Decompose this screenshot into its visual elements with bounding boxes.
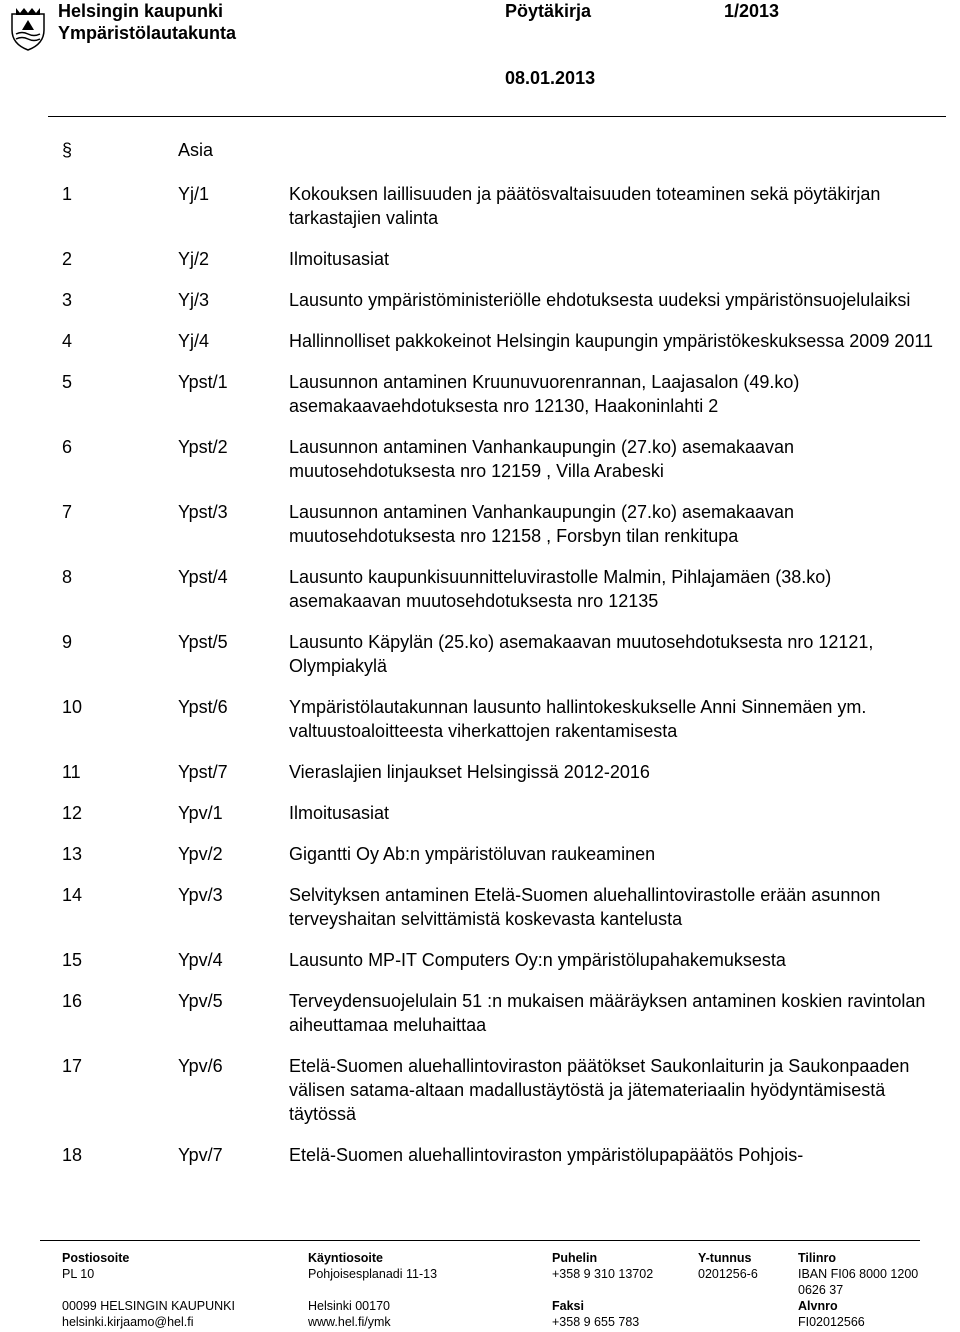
agenda-item-number: 14 xyxy=(62,885,83,905)
footer-divider xyxy=(40,1240,920,1241)
agenda-item xyxy=(0,842,960,866)
agenda-item-code: Ypv/2 xyxy=(178,844,223,864)
header-doc-number: 1/2013 xyxy=(724,1,780,21)
footer-line: FI02012566 xyxy=(798,1315,865,1329)
agenda-item-title[interactable]: Etelä-Suomen aluehallintoviraston ympäristölupapäätös Pohjois- xyxy=(289,1145,804,1165)
footer-line: IBAN FI06 8000 1200 xyxy=(798,1267,919,1281)
footer-line: Helsinki 00170 xyxy=(308,1299,390,1313)
agenda-item xyxy=(0,288,960,312)
agenda-item-number: 6 xyxy=(62,437,73,457)
agenda-item-title[interactable]: Lausunnon antaminen Vanhankaupungin (27.ko) asemakaavan muutosehdotuksesta nro 12159 , Villa Arabeski xyxy=(289,437,795,481)
footer-label: Alvnro xyxy=(798,1299,838,1313)
agenda-item-title[interactable]: Terveydensuojelulain 51 :n mukaisen määräyksen antaminen koskien ravintolan aiheuttamaa meluhaittaa xyxy=(289,991,926,1035)
agenda-item-title[interactable]: Kokouksen laillisuuden ja päätösvaltaisuuden toteaminen sekä pöytäkirjan tarkastajien valinta xyxy=(289,184,881,228)
agenda-item-number: 1 xyxy=(62,184,73,204)
header-city: Helsingin kaupunki xyxy=(58,1,224,21)
agenda-item-number: 5 xyxy=(62,372,73,392)
helsinki-crest-logo xyxy=(8,4,48,52)
agenda-item xyxy=(0,883,960,931)
section-sign: § xyxy=(62,140,73,160)
footer-line: +358 9 310 13702 xyxy=(552,1267,654,1281)
agenda-item-title[interactable]: Selvityksen antaminen Etelä-Suomen aluehallintovirastolle erään asunnon terveyshaitan selvittämistä koskevasta kantelusta xyxy=(289,885,881,929)
agenda-item-number: 16 xyxy=(62,991,83,1011)
agenda-item xyxy=(0,247,960,271)
footer-line xyxy=(62,1282,235,1298)
agenda-item xyxy=(0,182,960,230)
agenda-item-number: 11 xyxy=(62,762,81,782)
agenda-item-title[interactable]: Gigantti Oy Ab:n ympäristöluvan raukeaminen xyxy=(289,844,656,864)
footer-visiting-address xyxy=(308,1250,437,1330)
agenda-item xyxy=(0,760,960,784)
footer-label: Käyntiosoite xyxy=(308,1251,384,1265)
footer-postal-address xyxy=(62,1250,235,1330)
agenda-item-code: Ypst/2 xyxy=(178,437,228,457)
agenda-item xyxy=(0,370,960,418)
agenda-item-code: Ypv/4 xyxy=(178,950,223,970)
agenda-item-code: Ypv/1 xyxy=(178,803,223,823)
footer-email-link[interactable]: helsinki.kirjaamo@hel.fi xyxy=(62,1315,194,1329)
footer-label: Postiosoite xyxy=(62,1251,130,1265)
agenda-heading-row xyxy=(0,140,960,168)
agenda-item-code: Ypv/3 xyxy=(178,885,223,905)
asia-column-label: Asia xyxy=(178,140,214,160)
agenda-item-number: 7 xyxy=(62,502,73,522)
agenda-item-title[interactable]: Lausunnon antaminen Vanhankaupungin (27.ko) asemakaavan muutosehdotuksesta nro 12158 , Forsbyn tilan renkitupa xyxy=(289,502,795,546)
agenda-item-code: Ypst/5 xyxy=(178,632,228,652)
footer-line: 00099 HELSINGIN KAUPUNKI xyxy=(62,1299,235,1313)
agenda-item xyxy=(0,948,960,972)
agenda-item-code: Ypst/3 xyxy=(178,502,228,522)
agenda-item-code: Yj/3 xyxy=(178,290,210,310)
header-board: Ympäristölautakunta xyxy=(58,23,237,43)
agenda-item-number: 3 xyxy=(62,290,73,310)
agenda-item-code: Yj/1 xyxy=(178,184,210,204)
agenda-item-title[interactable]: Lausunto Käpylän (25.ko) asemakaavan muutosehdotuksesta nro 12121, Olympiakylä xyxy=(289,632,874,676)
agenda-item-number: 8 xyxy=(62,567,73,587)
agenda-item-code: Yj/2 xyxy=(178,249,210,269)
agenda-item-title[interactable]: Lausunto kaupunkisuunnitteluvirastolle Malmin, Pihlajamäen (38.ko) asemakaavan muutosehdotuksesta nro 12135 xyxy=(289,567,832,611)
agenda-item xyxy=(0,565,960,613)
agenda-item-title[interactable]: Lausunto MP-IT Computers Oy:n ympäristölupahakemuksesta xyxy=(289,950,786,970)
agenda-item-number: 18 xyxy=(62,1145,83,1165)
agenda-item-number: 13 xyxy=(62,844,83,864)
agenda-item-title[interactable]: Ilmoitusasiat xyxy=(289,803,390,823)
agenda-item-code: Ypv/7 xyxy=(178,1145,223,1165)
agenda-item xyxy=(0,1054,960,1126)
footer-label: Faksi xyxy=(552,1299,584,1313)
agenda-item-code: Ypst/6 xyxy=(178,697,228,717)
agenda-item-code: Ypst/4 xyxy=(178,567,228,587)
footer-line: 0201256-6 xyxy=(698,1267,758,1281)
agenda-item xyxy=(0,989,960,1037)
agenda-item xyxy=(0,630,960,678)
agenda-item xyxy=(0,435,960,483)
agenda-item xyxy=(0,801,960,825)
agenda-item-code: Ypv/5 xyxy=(178,991,223,1011)
footer-label: Tilinro xyxy=(798,1251,836,1265)
footer-line: 0626 37 xyxy=(798,1283,844,1297)
agenda-item-code: Yj/4 xyxy=(178,331,210,351)
footer-line: PL 10 xyxy=(62,1267,95,1281)
agenda-item-code: Ypv/6 xyxy=(178,1056,223,1076)
agenda-item-code: Ypst/1 xyxy=(178,372,228,392)
footer-business-id xyxy=(698,1250,758,1282)
footer-line xyxy=(552,1282,653,1298)
agenda-item-number: 2 xyxy=(62,249,73,269)
agenda-item-number: 12 xyxy=(62,803,83,823)
agenda-list xyxy=(0,182,960,1184)
footer-website-link[interactable]: www.hel.fi/ymk xyxy=(308,1315,391,1329)
agenda-item xyxy=(0,329,960,353)
agenda-item-title[interactable]: Lausunnon antaminen Kruunuvuorenrannan, Laajasalon (49.ko) asemakaavaehdotuksesta nro 12130, Haakoninlahti 2 xyxy=(289,372,800,416)
agenda-item-title[interactable]: Ympäristölautakunnan lausunto hallintokeskukselle Anni Sinnemäen ym. valtuustoaloitteesta viherkattojen rakentamisesta xyxy=(289,697,867,741)
header-date: 08.01.2013 xyxy=(505,68,596,88)
header-doc-type: Pöytäkirja xyxy=(505,1,592,21)
footer-label: Y-tunnus xyxy=(698,1251,752,1265)
agenda-item-code: Ypst/7 xyxy=(178,762,228,782)
agenda-item-number: 9 xyxy=(62,632,73,652)
footer-line xyxy=(308,1282,437,1298)
agenda-item xyxy=(0,500,960,548)
footer-label: Puhelin xyxy=(552,1251,598,1265)
agenda-item-title[interactable]: Hallinnolliset pakkokeinot Helsingin kaupungin ympäristökeskuksessa 2009 2011 xyxy=(289,331,934,351)
agenda-item-title[interactable]: Etelä-Suomen aluehallintoviraston päätökset Saukonlaiturin ja Saukonpaaden välisen satama-altaan madallustäytöstä ja jätemateriaalin hyödyntämisestä täytössä xyxy=(289,1056,910,1124)
footer-account xyxy=(798,1250,918,1330)
footer-phone xyxy=(552,1250,653,1330)
header-divider xyxy=(48,116,946,117)
footer-line: +358 9 655 783 xyxy=(552,1315,640,1329)
agenda-item-title[interactable]: Ilmoitusasiat xyxy=(289,249,390,269)
agenda-item xyxy=(0,695,960,743)
agenda-item-title[interactable]: Vieraslajien linjaukset Helsingissä 2012-2016 xyxy=(289,762,650,782)
agenda-item-title[interactable]: Lausunto ympäristöministeriölle ehdotuksesta uudeksi ympäristönsuojelulaiksi xyxy=(289,290,911,310)
agenda-item-number: 17 xyxy=(62,1056,83,1076)
agenda-item-number: 10 xyxy=(62,697,83,717)
agenda-item xyxy=(0,1143,960,1167)
agenda-item-number: 15 xyxy=(62,950,83,970)
footer-line: Pohjoisesplanadi 11-13 xyxy=(308,1267,438,1281)
agenda-item-number: 4 xyxy=(62,331,73,351)
